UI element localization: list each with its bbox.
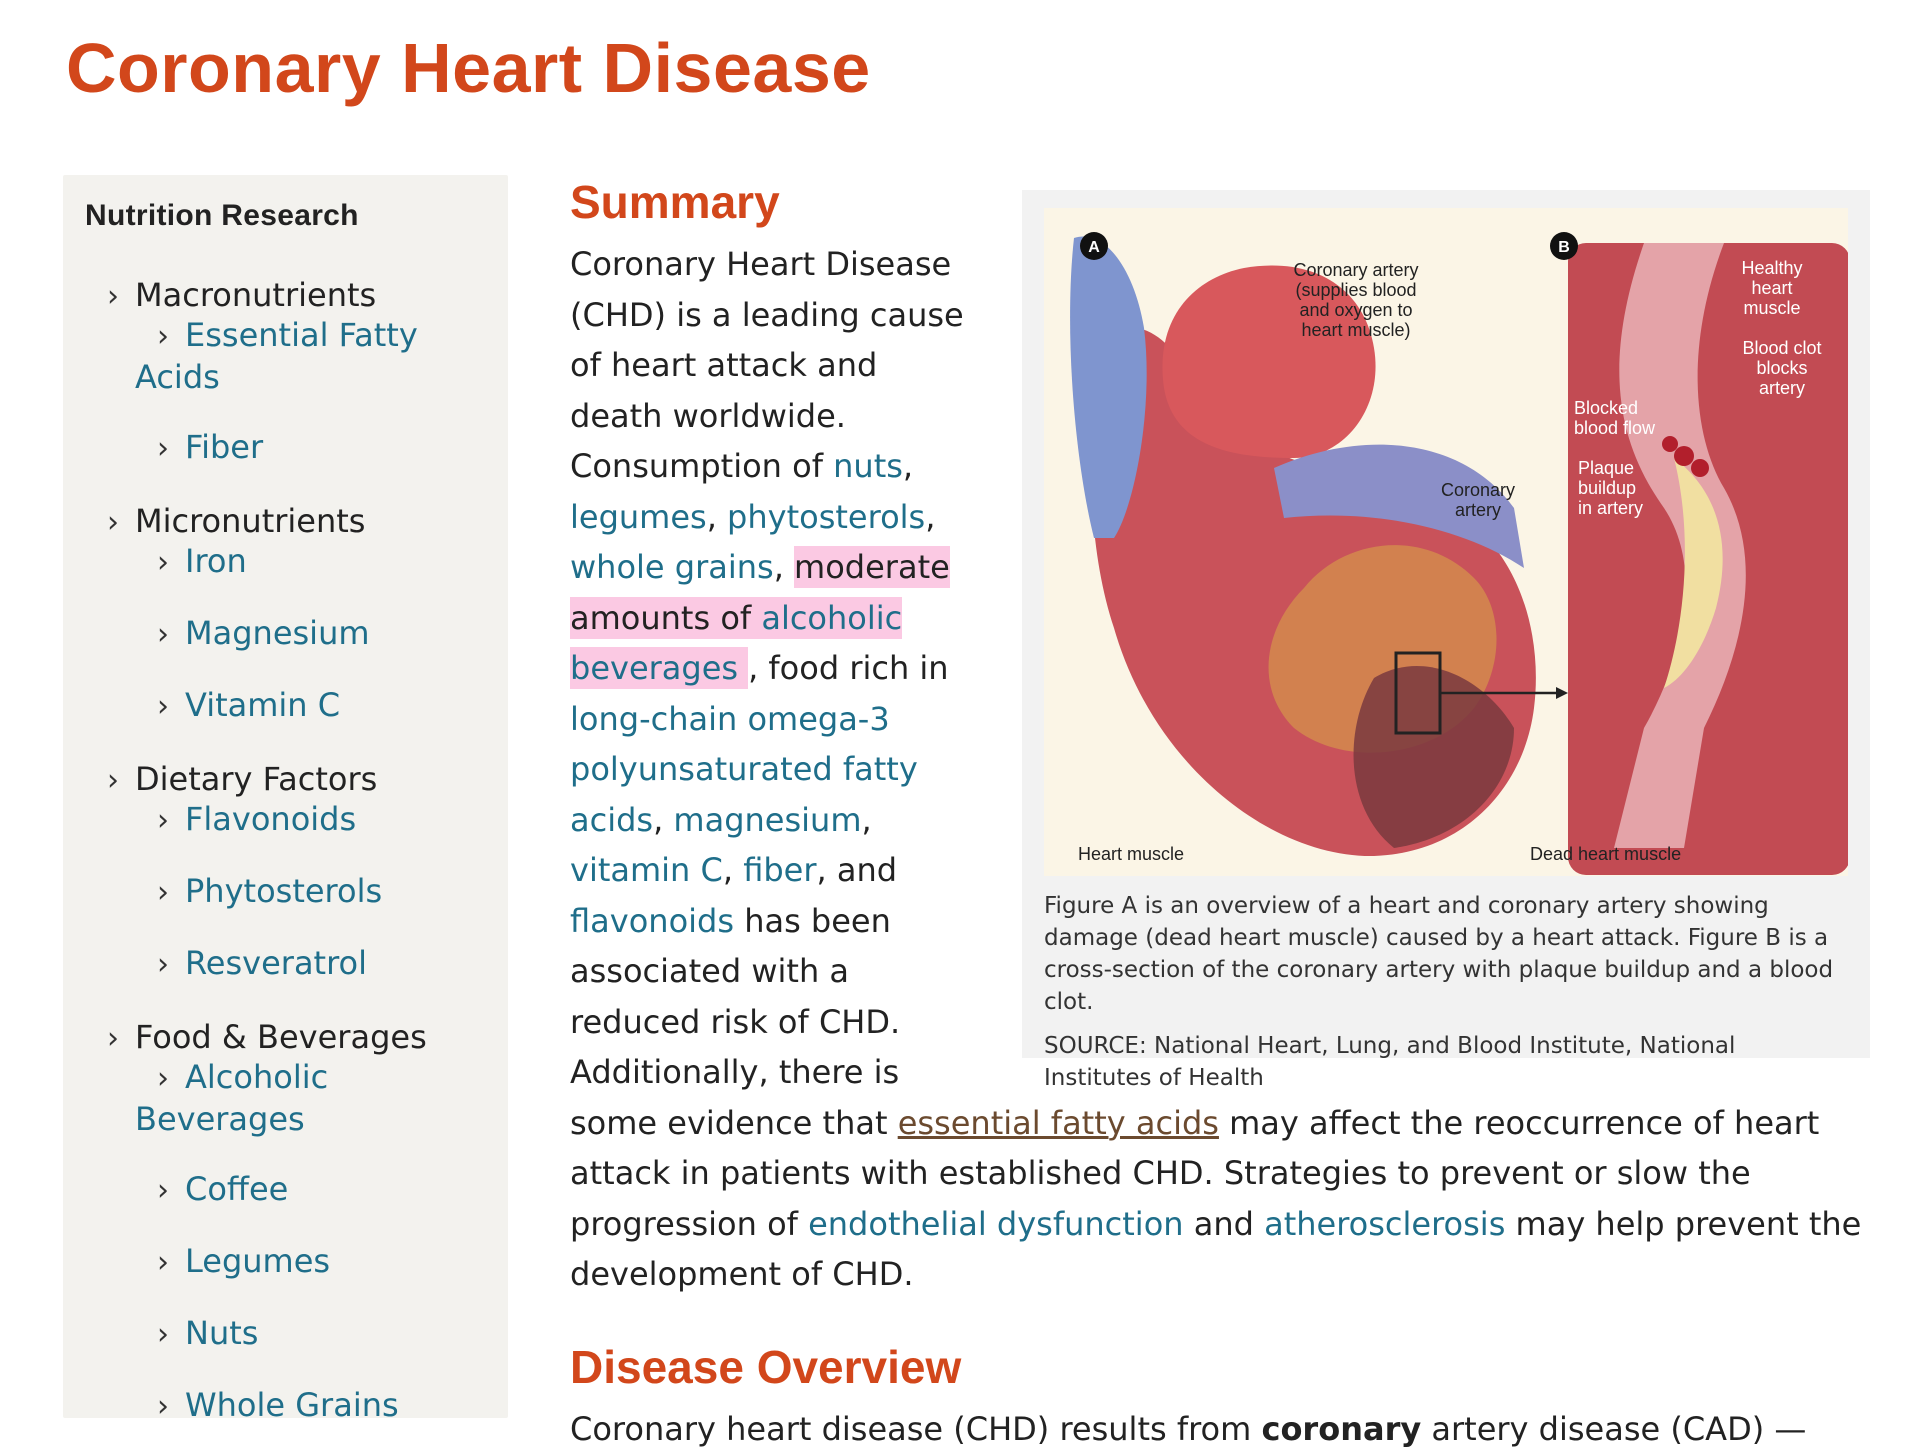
chevron-right-icon: › xyxy=(107,279,119,314)
summary-text: Coronary Heart Disease (CHD) is a leading cause of heart attack and death worldwide. Consumption of xyxy=(570,245,964,485)
callout-heart-muscle: Heart muscle xyxy=(1078,844,1185,864)
link-vitamin-c[interactable]: vitamin C xyxy=(570,851,723,889)
summary-text: and xyxy=(1183,1204,1265,1243)
sidebar-item xyxy=(135,871,486,913)
sidebar-category-label[interactable]: Macronutrients xyxy=(135,276,377,314)
summary-text: moderate amounts of xyxy=(570,548,950,637)
sidebar-item xyxy=(135,1313,486,1355)
chevron-right-icon: › xyxy=(107,505,119,540)
callout-dead-muscle: Dead heart muscle xyxy=(1530,844,1682,864)
summary-text: may affect the reoccurrence of heart attack in patients with established CHD. Strategies to prevent or slow the progression of xyxy=(570,1103,1820,1243)
chevron-right-icon: › xyxy=(157,545,169,580)
sidebar-category xyxy=(85,275,486,469)
sidebar-link-legumes[interactable]: Legumes xyxy=(185,1242,331,1280)
callout-healthy: Healthy xyxy=(1741,258,1803,278)
link-phytosterols[interactable]: phytosterols xyxy=(727,497,926,536)
chevron-right-icon: › xyxy=(157,1173,169,1208)
sidebar-link-whole-grains[interactable]: Whole Grains xyxy=(185,1386,399,1424)
sidebar-category xyxy=(85,1017,486,1427)
sidebar-category-label[interactable]: Dietary Factors xyxy=(135,760,378,798)
link-flavonoids[interactable]: flavonoids xyxy=(570,901,735,940)
summary-text: , and xyxy=(816,851,898,889)
chevron-right-icon: › xyxy=(157,319,169,354)
link-fiber[interactable]: fiber xyxy=(743,851,817,889)
sidebar-item xyxy=(135,315,486,397)
sidebar-item xyxy=(135,1241,486,1283)
callout-plaque-2: buildup xyxy=(1578,478,1637,498)
overview-bold: coronary xyxy=(1261,1409,1422,1448)
link-essential-fatty-acids[interactable]: essential fatty acids xyxy=(897,1103,1219,1142)
link-endothelial-dysfunction[interactable]: endothelial dysfunction xyxy=(808,1204,1184,1243)
link-magnesium[interactable]: magnesium xyxy=(673,800,862,839)
link-whole-grains[interactable]: whole grains xyxy=(570,548,774,586)
link-alcoholic-beverages[interactable]: alcoholic beverages xyxy=(570,598,903,687)
callout-clot: Blood clot xyxy=(1742,338,1822,358)
summary-text: , food rich in xyxy=(748,649,949,687)
sidebar-item xyxy=(135,613,486,655)
figure-label-b: B xyxy=(1558,239,1570,256)
disease-overview-heading: Disease Overview xyxy=(570,1340,962,1393)
callout-coronary-artery-4: heart muscle) xyxy=(1301,320,1411,340)
summary-text: , xyxy=(773,548,795,586)
summary-text: may help prevent the development of CHD. xyxy=(570,1204,1862,1293)
sidebar-category-label[interactable]: Micronutrients xyxy=(135,502,366,540)
sidebar-link-alcoholic-beverages[interactable]: Alcoholic Beverages xyxy=(135,1058,329,1138)
heart-figure xyxy=(1022,190,1870,1091)
sidebar-sublist xyxy=(85,1057,486,1427)
chevron-right-icon: › xyxy=(157,689,169,724)
sidebar-link-vitamin-c[interactable]: Vitamin C xyxy=(185,686,341,724)
sidebar-item xyxy=(135,541,486,583)
sidebar-item xyxy=(135,943,486,985)
chevron-right-icon: › xyxy=(157,617,169,652)
link-omega-3[interactable]: long-chain omega-3 polyunsaturated fatty acids xyxy=(570,699,918,839)
callout-healthy-3: muscle xyxy=(1743,298,1801,318)
main-content xyxy=(570,175,1870,1454)
sidebar-link-phytosterols[interactable]: Phytosterols xyxy=(185,872,383,910)
chevron-right-icon: › xyxy=(157,431,169,466)
sidebar-item xyxy=(135,799,486,841)
callout-plaque: Plaque xyxy=(1578,458,1635,478)
sidebar-link-flavonoids[interactable]: Flavonoids xyxy=(185,800,357,838)
callout-coronary-artery-2: (supplies blood xyxy=(1295,280,1417,300)
sidebar-category xyxy=(85,759,486,985)
callout-blocked: Blocked xyxy=(1574,398,1639,418)
sidebar-item xyxy=(135,1057,486,1139)
chevron-right-icon: › xyxy=(157,875,169,910)
chevron-right-icon: › xyxy=(157,1061,169,1096)
summary-text: , xyxy=(706,497,728,536)
sidebar-sublist xyxy=(85,799,486,985)
chevron-right-icon: › xyxy=(157,947,169,982)
chevron-right-icon: › xyxy=(107,763,119,798)
sidebar-category-label[interactable]: Food & Beverages xyxy=(135,1018,427,1056)
overview-text: artery disease (CAD) — xyxy=(1421,1409,1807,1448)
callout-healthy-2: heart xyxy=(1751,278,1793,298)
sidebar-link-resveratrol[interactable]: Resveratrol xyxy=(185,944,368,982)
overview-paragraph xyxy=(570,1404,1870,1454)
page-title: Coronary Heart Disease xyxy=(66,29,871,107)
sidebar-link-fiber[interactable]: Fiber xyxy=(185,428,264,466)
sidebar-item xyxy=(135,427,486,469)
sidebar-category xyxy=(85,501,486,727)
sidebar-item xyxy=(135,1385,486,1427)
sidebar-link-iron[interactable]: Iron xyxy=(185,542,247,580)
sidebar-category-list xyxy=(85,275,486,1427)
link-legumes[interactable]: legumes xyxy=(570,497,707,536)
summary-heading: Summary xyxy=(570,176,780,228)
figure-caption: Figure A is an overview of a heart and coronary artery showing damage (dead heart muscle) caused by a heart attack. Figure B is a cross-section of the coronary artery with plaque buildup and a blood clot. xyxy=(1044,893,1834,1015)
callout-coronary-artery-3: and oxygen to xyxy=(1299,300,1413,320)
chevron-right-icon: › xyxy=(157,803,169,838)
sidebar-sublist xyxy=(85,541,486,727)
heart-illustration xyxy=(1044,208,1848,876)
callout-blocked-2: blood flow xyxy=(1574,418,1656,438)
chevron-right-icon: › xyxy=(157,1317,169,1352)
sidebar-link-nuts[interactable]: Nuts xyxy=(185,1314,259,1352)
link-nuts[interactable]: nuts xyxy=(833,447,903,485)
sidebar-link-coffee[interactable]: Coffee xyxy=(185,1170,289,1208)
summary-text: has been associated with a reduced risk of CHD. Additionally, there is some evidence that xyxy=(570,901,901,1142)
summary-text: , xyxy=(861,800,872,839)
chevron-right-icon: › xyxy=(157,1245,169,1280)
figure-label-a: A xyxy=(1088,239,1100,256)
figure-source: SOURCE: National Heart, Lung, and Blood Institute, National Institutes of Health xyxy=(1044,1033,1736,1091)
chevron-right-icon: › xyxy=(157,1389,169,1424)
overview-text: Coronary heart disease (CHD) results from xyxy=(570,1409,1262,1448)
callout-coronary-small-2: artery xyxy=(1454,500,1502,520)
sidebar-link-magnesium[interactable]: Magnesium xyxy=(185,614,370,652)
sidebar-link-essential-fatty-acids[interactable]: Essential Fatty Acids xyxy=(135,316,418,396)
callout-coronary-small: Coronary xyxy=(1440,480,1516,500)
link-atherosclerosis[interactable]: atherosclerosis xyxy=(1264,1204,1506,1243)
sidebar-item xyxy=(135,685,486,727)
callout-coronary-artery: Coronary artery xyxy=(1293,260,1419,280)
chevron-right-icon: › xyxy=(107,1021,119,1056)
summary-text: , xyxy=(653,800,674,839)
callout-clot-2: blocks xyxy=(1756,358,1808,378)
summary-text: , xyxy=(902,447,914,485)
summary-text: , xyxy=(722,851,744,889)
sidebar-title: Nutrition Research xyxy=(85,199,359,232)
callout-plaque-3: in artery xyxy=(1578,498,1644,518)
sidebar-nav xyxy=(63,175,508,1424)
callout-clot-3: artery xyxy=(1758,378,1806,398)
sidebar-sublist xyxy=(85,315,486,469)
sidebar-item xyxy=(135,1169,486,1211)
summary-text: , xyxy=(925,497,936,536)
